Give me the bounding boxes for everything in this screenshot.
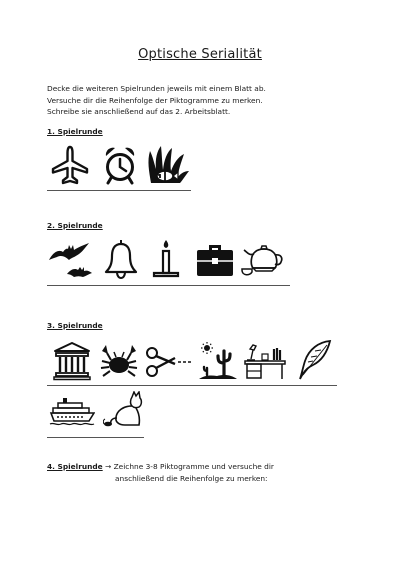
bell-icon — [103, 238, 139, 280]
ship-icon — [49, 395, 95, 427]
answer-line — [47, 190, 191, 191]
instruction-line: Decke die weiteren Spielrunden jeweils mit einem Blatt ab. — [47, 84, 266, 93]
bats-icon — [47, 240, 93, 280]
instruction-line: Versuche dir die Reihenfolge der Piktogramme zu merken. — [47, 95, 263, 105]
round-2-icons — [47, 238, 297, 282]
round-3-icons-row-1 — [47, 339, 347, 383]
scissors-icon — [145, 345, 191, 379]
answer-line — [47, 385, 337, 386]
candle-icon — [151, 238, 181, 280]
answer-line — [47, 437, 144, 438]
round-4-text-line: Zeichne 3-8 Piktogramme und versuche dir — [113, 462, 274, 471]
instruction-line: Schreibe sie anschließend auf das 2. Arbeitsblatt. — [47, 107, 231, 116]
museum-icon — [53, 341, 91, 381]
round-4-heading: 4. Spielrunde — [47, 462, 103, 471]
round-4-section — [47, 461, 274, 485]
round-2-heading: 2. Spielrunde — [47, 221, 103, 230]
round-4-text-line: anschließend die Reihenfolge zu merken: — [115, 474, 268, 483]
alarm-clock-icon — [103, 145, 137, 185]
page-title: Optische Serialität — [138, 47, 262, 62]
crab-icon — [99, 341, 139, 381]
desk-icon — [243, 343, 287, 381]
arrow-icon: → — [105, 462, 112, 471]
briefcase-icon — [195, 242, 235, 278]
instructions — [47, 83, 367, 118]
round-1-icons — [47, 143, 207, 189]
coral-fish-icon — [145, 143, 191, 187]
cactus-sun-icon — [197, 341, 239, 381]
cat-mouse-icon — [103, 391, 147, 429]
answer-line — [47, 285, 290, 286]
feather-icon — [297, 339, 333, 381]
round-1-heading: 1. Spielrunde — [47, 127, 103, 136]
airplane-icon — [51, 145, 89, 185]
round-3-icons-row-2 — [47, 391, 157, 431]
round-3-heading: 3. Spielrunde — [47, 321, 103, 330]
teapot-icon — [241, 242, 287, 278]
